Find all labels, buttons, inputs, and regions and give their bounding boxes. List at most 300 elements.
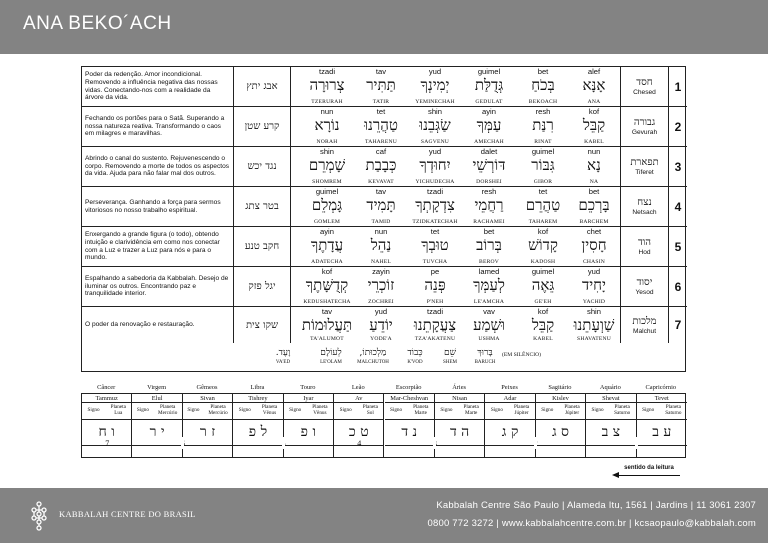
transliteration: NAHEL <box>371 259 391 265</box>
transliteration: TAMID <box>371 219 391 225</box>
prayer-word <box>354 307 408 343</box>
signo-label: Signo <box>87 407 100 414</box>
row-number: 7 <box>668 307 687 343</box>
prayer-word <box>354 107 408 146</box>
row-description: Abrindo o canal do sustento. Rejuvenescendo o corpo. Removendo a morte de todos os aspectos da vida. Ajuda para não falar mal dos outros. <box>82 147 234 186</box>
hebrew-word: טַהֲרֵם <box>525 196 561 214</box>
signo-label: Signo <box>591 407 604 414</box>
letter-name: yud <box>428 67 442 76</box>
planet-name: Saturno <box>614 410 631 416</box>
prayer-word <box>354 187 408 226</box>
letter-name: kof <box>321 267 333 276</box>
hebrew-word: גְּדֻלַּת <box>474 76 504 94</box>
planeta-label: Planeta <box>160 404 176 411</box>
transliteration: SAGVENU <box>420 139 450 145</box>
blessing-word <box>310 347 352 365</box>
letter-name: tav <box>321 307 333 316</box>
hebrew-word: רַחֲמֵי <box>474 196 504 214</box>
hebrew-word: טוּבְךָ <box>421 236 449 254</box>
prayer-row <box>82 227 687 267</box>
transliteration: GEDULAT <box>475 99 503 105</box>
transliteration: BARCHEM <box>579 219 609 225</box>
transliteration: BEKOACH <box>528 99 558 105</box>
hebrew-letters: ט כ <box>334 420 383 446</box>
zodiac-grid <box>81 393 686 458</box>
letter-combination: שקו צית <box>234 307 291 343</box>
letter-name: lamed <box>478 267 500 276</box>
blessing-hebrew: לְעוֹלָם <box>320 348 342 358</box>
blessing-transliteration: SHEM <box>443 360 457 365</box>
hebrew-word: וּשְׁמַע <box>473 316 505 334</box>
prayer-word <box>408 267 462 306</box>
prayer-word <box>516 107 570 146</box>
planet-name: Sol <box>366 410 374 416</box>
zodiac-sign: Gêmeos <box>196 384 218 391</box>
hebrew-month: Sivan <box>183 394 232 403</box>
prayer-word <box>516 227 570 266</box>
planet-name: Saturno <box>665 410 682 416</box>
planet-name: Marte <box>414 410 427 416</box>
zodiac-sign: Virgem <box>147 384 167 391</box>
prayer-word <box>567 147 621 186</box>
signo-label: Signo <box>541 407 554 414</box>
transliteration: NORAH <box>316 139 338 145</box>
sign-planet <box>82 403 131 420</box>
hebrew-word: אָנָּא <box>582 76 606 94</box>
prayer-word <box>408 67 462 106</box>
prayer-word <box>462 147 516 186</box>
letter-name: yud <box>374 307 388 316</box>
hebrew-month: Tishrey <box>233 394 282 403</box>
sefirah-name: Chesed <box>633 89 656 96</box>
sefirah-name: Malchut <box>632 327 657 335</box>
prayer-row <box>82 107 687 147</box>
planet-info <box>208 405 227 416</box>
prayer-word <box>354 67 408 106</box>
hebrew-word: טַהֲרֵנוּ <box>364 116 398 134</box>
prayer-row <box>82 147 687 187</box>
letter-name: yud <box>587 267 601 276</box>
signo-label: Signo <box>490 407 503 414</box>
transliteration: BEROV <box>479 259 499 265</box>
blessing-hebrew: בָּרוּךְ <box>477 348 493 358</box>
sefirah-cell <box>620 307 668 343</box>
hebrew-word: גָּמְלֵם <box>311 196 343 214</box>
prayer-word <box>462 107 516 146</box>
letter-name: shin <box>320 147 334 156</box>
transliteration: TAHAREM <box>528 219 558 225</box>
letter-combination: יגל פזק <box>234 267 291 306</box>
letter-name: tet <box>376 107 386 116</box>
sefirah-name: Netsach <box>632 209 657 216</box>
prayer-row <box>82 187 687 227</box>
hebrew-month: Mar-Cheshvan <box>385 394 434 403</box>
letter-name: shin <box>587 307 601 316</box>
hebrew-word: זוֹכְרֵי <box>367 276 395 294</box>
reading-direction <box>612 465 686 481</box>
sefirah-hebrew: יסוד <box>636 277 653 288</box>
letter-name: tzadi <box>318 67 336 76</box>
hebrew-word: יָחִיד <box>582 276 606 294</box>
planet-info <box>262 405 277 416</box>
planet-info <box>665 405 681 416</box>
letter-combination: בטר צתג <box>234 187 291 226</box>
zodiac-sign: Câncer <box>97 384 116 391</box>
row-description: Espalhando a sabedoria da Kabbalah. Desejo de iluminar os outros. Encontrando paz e tranquilidade interior. <box>82 267 234 306</box>
prayer-word <box>516 187 570 226</box>
transliteration: KEVAVAT <box>368 179 394 185</box>
hebrew-letters: ק ג <box>485 420 534 446</box>
letter-combination: קרע שטן <box>234 107 291 146</box>
hebrew-word: נַהֵל <box>370 236 392 254</box>
prayer-word <box>300 307 354 343</box>
hebrew-month: Kislev <box>536 394 585 403</box>
prayer-word <box>408 227 462 266</box>
hebrew-word: תַּעֲלוּמוֹת <box>301 316 353 334</box>
transliteration: AMECHAH <box>474 139 504 145</box>
hebrew-word: עַמְּךָ <box>476 116 502 134</box>
sefirah-hebrew: גבורה <box>633 117 656 128</box>
transliteration: YICHUDECHA <box>415 179 455 185</box>
prayer-word <box>567 67 621 106</box>
hebrew-month: Iyar <box>284 394 333 403</box>
letter-combination: נגד יכש <box>234 147 291 186</box>
blessing-transliteration: K'VOD <box>407 360 423 365</box>
transliteration: KABEL <box>533 336 553 342</box>
hebrew-word: בְּרוֹב <box>476 236 502 254</box>
prayer-row <box>82 67 687 107</box>
hebrew-month: Tevet <box>637 394 687 403</box>
hebrew-word: נוֹרָא <box>314 116 340 134</box>
sefirah-cell <box>620 67 668 106</box>
prayer-word <box>516 147 570 186</box>
prayer-word <box>408 307 462 343</box>
hebrew-letters: ל פ <box>233 420 282 446</box>
zodiac-sign: Libra <box>250 384 265 391</box>
arrow-left-icon <box>612 472 619 478</box>
sefirah-hebrew: תפארת <box>630 157 659 168</box>
prayer-word <box>408 107 462 146</box>
prayer-word <box>408 187 462 226</box>
transliteration: KABEL <box>584 139 604 145</box>
planet-info <box>464 405 479 416</box>
row-description: Fechando os portões para o Satã. Superando a nossa natureza reativa. Transformando o caos em milagres e maravilhas. <box>82 107 234 146</box>
letter-name: ayin <box>482 107 496 116</box>
sefirah-hebrew: הוד <box>637 237 652 248</box>
sefirah-cell <box>620 187 668 226</box>
sefirah-name: Hod <box>638 249 651 256</box>
transliteration: GE'EH <box>534 299 552 305</box>
prayer-word <box>567 187 621 226</box>
planeta-label: Planeta <box>463 404 479 411</box>
zodiac-table <box>81 384 686 458</box>
hebrew-word: פְּנֵה <box>424 276 446 294</box>
blessing-hebrew: מַלְכוּתוֹ, <box>359 348 387 358</box>
letter-name: nun <box>587 147 601 156</box>
prayer-word <box>300 107 354 146</box>
hebrew-word: שָׁמְרֵם <box>308 156 346 174</box>
letter-name: kof <box>588 107 600 116</box>
zodiac-sign: Áries <box>452 384 467 391</box>
signo-label: Signo <box>238 407 251 414</box>
prayer-word <box>462 227 516 266</box>
row-number: 5 <box>668 227 687 266</box>
hebrew-letters: ה ד <box>435 420 484 446</box>
hebrew-letters: ו ח <box>82 420 131 446</box>
zodiac-sign: Aquário <box>599 384 621 391</box>
sefirah-cell <box>620 147 668 186</box>
hebrew-month: Av <box>334 394 383 403</box>
transliteration: ANA <box>587 99 601 105</box>
hebrew-word: עֲדָתֶךָ <box>310 236 344 254</box>
hebrew-word: נָא <box>587 156 601 174</box>
sign-planet <box>385 403 434 420</box>
letter-name: tet <box>430 227 440 236</box>
prayer-word <box>354 227 408 266</box>
prayer-word <box>516 67 570 106</box>
sign-planet <box>233 403 282 420</box>
planeta-label: Planeta <box>564 404 580 411</box>
letter-name: tav <box>375 187 387 196</box>
transliteration: GOMLEM <box>313 219 341 225</box>
planeta-label: Planeta <box>261 404 278 411</box>
transliteration: SHOMREM <box>312 179 342 185</box>
hebrew-word: בָּרְכֵם <box>578 196 610 214</box>
transliteration: TATIR <box>372 99 390 105</box>
row-description: Poder da redenção. Amor incondicional. Removendo a influência negativa das nossas vidas. Conectando-nos com a realidade da árvore da vida. <box>82 67 234 106</box>
transliteration: SHAVATENU <box>577 336 611 342</box>
transliteration: TZA'AKATENU <box>414 336 456 342</box>
hebrew-word: בְּכֹחַ <box>531 76 555 94</box>
header-bar <box>0 0 768 54</box>
blessing-hebrew: שֵׁם <box>444 348 456 358</box>
prayer-word <box>462 307 516 343</box>
prayer-table <box>81 66 686 372</box>
hebrew-letters: ע ב <box>637 420 687 446</box>
sefirah-name: Gevurah <box>631 129 658 136</box>
prayer-word <box>567 227 621 266</box>
transliteration: DORSHEI <box>476 179 502 185</box>
planet-info <box>111 405 126 416</box>
hebrew-word: גֵּאֶה <box>531 276 555 294</box>
blessing-transliteration: BARUCH <box>474 360 496 365</box>
letter-name: alef <box>587 67 601 76</box>
letter-name: caf <box>375 147 387 156</box>
prayer-word <box>567 107 621 146</box>
prayer-word <box>300 227 354 266</box>
planet-info <box>514 405 529 416</box>
transliteration: YODE'A <box>370 336 392 342</box>
address-line: Kabbalah Centre São Paulo | Alameda Itu, 1561 | Jardins | 11 3061 2307 <box>436 500 756 511</box>
transliteration: P'NEH <box>426 299 444 305</box>
zodiac-sign: Escorpião <box>395 384 422 391</box>
prayer-word <box>462 187 516 226</box>
planet-name: Júpiter <box>514 410 529 416</box>
transliteration: ZOCHREI <box>368 299 394 305</box>
row-description: Perseverança. Ganhando a força para sermos vitoriosos no nosso trabalho espiritual. <box>82 187 234 226</box>
planet-info <box>312 405 327 416</box>
prayer-word <box>300 267 354 306</box>
hebrew-word: תָּמִיד <box>366 196 396 214</box>
signo-label: Signo <box>136 407 149 414</box>
hebrew-word: קַבֵּל <box>582 116 606 134</box>
transliteration: TAHARENU <box>365 139 397 145</box>
letter-name: pe <box>430 267 440 276</box>
zodiac-sign-names <box>81 384 686 392</box>
planeta-label: Planeta <box>665 404 681 411</box>
kabbalah-logo-icon <box>31 501 47 531</box>
letter-name: resh <box>535 107 551 116</box>
row-number: 6 <box>668 267 687 306</box>
transliteration: NA <box>589 179 599 185</box>
hebrew-word: יוֹדֵעַ <box>369 316 393 334</box>
blessing-hebrew: וָעֶד. <box>275 348 291 358</box>
hebrew-word: גִּבּוֹר <box>531 156 555 174</box>
transliteration: TUVCHA <box>422 259 448 265</box>
transliteration: KEDUSHATECHA <box>303 299 351 305</box>
transliteration: GIBOR <box>533 179 553 185</box>
letter-name: ayin <box>320 227 334 236</box>
hebrew-letters: צ ב <box>586 420 635 446</box>
row-number: 3 <box>668 147 687 186</box>
planet-name: Lua <box>114 410 123 416</box>
hebrew-letters: ס ג <box>536 420 585 446</box>
merge-cover <box>534 437 537 449</box>
brand-name: KABBALAH CENTRE DO BRASIL <box>59 509 196 519</box>
zodiac-sign: Peixes <box>501 384 518 391</box>
letter-name: nun <box>374 227 388 236</box>
letter-combination: אבג יתץ <box>234 67 291 106</box>
hebrew-word: קַבֵּל <box>531 316 555 334</box>
hebrew-month: Tammuz <box>82 394 131 403</box>
sign-planet <box>132 403 181 420</box>
planet-name: Vênus <box>313 410 327 416</box>
letter-name: tzadi <box>426 187 444 196</box>
planet-name: Vênus <box>262 410 277 416</box>
prayer-word <box>354 147 408 186</box>
planeta-label: Planeta <box>110 404 126 411</box>
signo-label: Signo <box>642 407 655 414</box>
signo-label: Signo <box>187 407 200 414</box>
sefirah-cell <box>620 267 668 306</box>
merge-cover <box>282 437 285 449</box>
hebrew-word: צְרוּרָה <box>309 76 345 94</box>
planet-info <box>614 405 630 416</box>
planeta-label: Planeta <box>362 404 378 411</box>
planet-name: Marte <box>464 410 478 416</box>
sefirah-hebrew: חסד <box>636 77 653 88</box>
letter-name: chet <box>586 227 602 236</box>
letter-name: guimel <box>315 187 339 196</box>
sign-planet <box>183 403 232 420</box>
transliteration: CHASIN <box>582 259 606 265</box>
hebrew-month: Nisan <box>435 394 484 403</box>
blessing-hebrew: כְּבוֹד <box>407 348 423 358</box>
letter-name: kof <box>537 227 549 236</box>
row-description: O poder da renovação e restauração. <box>82 307 234 343</box>
prayer-word <box>567 307 621 343</box>
signo-label: Signo <box>440 407 453 414</box>
planeta-label: Planeta <box>413 404 429 411</box>
hebrew-word: כְּבָבַת <box>365 156 397 174</box>
letter-name: tzadi <box>426 307 444 316</box>
prayer-word <box>567 267 621 306</box>
letter-name: bet <box>483 227 495 236</box>
planeta-label: Planeta <box>210 404 226 411</box>
transliteration: YACHID <box>582 299 606 305</box>
zodiac-sign: Leão <box>351 384 365 391</box>
row-number: 1 <box>668 67 687 106</box>
merge-cover <box>635 437 638 449</box>
hebrew-letters: נ ד <box>385 420 434 446</box>
transliteration: TZERURAH <box>311 99 343 105</box>
letter-name: shin <box>428 107 442 116</box>
letter-name: yud <box>428 147 442 156</box>
letter-name: guimel <box>477 67 501 76</box>
footer-bar <box>0 488 768 543</box>
hebrew-word: קָדוֹשׁ <box>528 236 558 254</box>
signo-label: Signo <box>289 407 302 414</box>
letter-name: guimel <box>531 267 555 276</box>
hebrew-word: שַׂגְּבֵנוּ <box>419 116 451 134</box>
letter-name: bet <box>588 187 600 196</box>
blessing-word <box>464 347 506 365</box>
hebrew-letters: ו פ <box>284 420 333 446</box>
prayer-word <box>462 267 516 306</box>
reading-direction-label: sentido da leitura <box>624 465 674 471</box>
blessing-word <box>262 347 304 365</box>
planet-name: Júpiter <box>564 410 580 416</box>
letter-name: guimel <box>531 147 555 156</box>
prayer-word <box>516 307 570 343</box>
prayer-word <box>354 267 408 306</box>
sefirah-name: Yesod <box>635 289 654 296</box>
sign-planet <box>536 403 585 420</box>
zodiac-sign: Touro <box>300 384 316 391</box>
merge-cover <box>433 437 436 449</box>
sign-planet <box>284 403 333 420</box>
planet-info <box>413 405 428 416</box>
row-description: Enxergando a grande figura (o todo), obtendo intuição e clarividência em como nos conectar com a Luz e trazer a Luz para nós e para o mundo. <box>82 227 234 266</box>
transliteration: YEMINECHAH <box>415 99 455 105</box>
prayer-word <box>300 187 354 226</box>
sefirah-cell <box>620 227 668 266</box>
hebrew-word: חָסִין <box>581 236 607 254</box>
arrow-line <box>618 475 680 476</box>
silence-note: (EM SILÊNCIO) <box>502 352 541 358</box>
hebrew-word: שַׁוְעָתֵנוּ <box>573 316 615 334</box>
page-title: ANA BEKO´ACH <box>23 13 172 34</box>
blessing-row <box>82 343 687 373</box>
signo-label: Signo <box>339 407 352 414</box>
letter-name: nun <box>320 107 334 116</box>
merge-cover <box>181 437 184 449</box>
hebrew-letters: י ר <box>132 420 181 446</box>
sefirah-hebrew: מלכות <box>632 315 657 327</box>
hebrew-word: לְעַמְּךָ <box>473 276 505 294</box>
hebrew-word: יִחוּדְךָ <box>419 156 451 174</box>
hebrew-word: רִנַּת <box>532 116 554 134</box>
sign-planet <box>435 403 484 420</box>
planeta-label: Planeta <box>513 404 530 411</box>
letter-name: resh <box>481 187 497 196</box>
hebrew-letters: ז ר <box>183 420 232 446</box>
planet-name: Mercúrio <box>208 410 228 416</box>
hebrew-word: יְמִינְךָ <box>420 76 450 94</box>
day-number-row <box>82 437 687 450</box>
sefirah-cell <box>620 107 668 146</box>
planet-info <box>363 405 378 416</box>
